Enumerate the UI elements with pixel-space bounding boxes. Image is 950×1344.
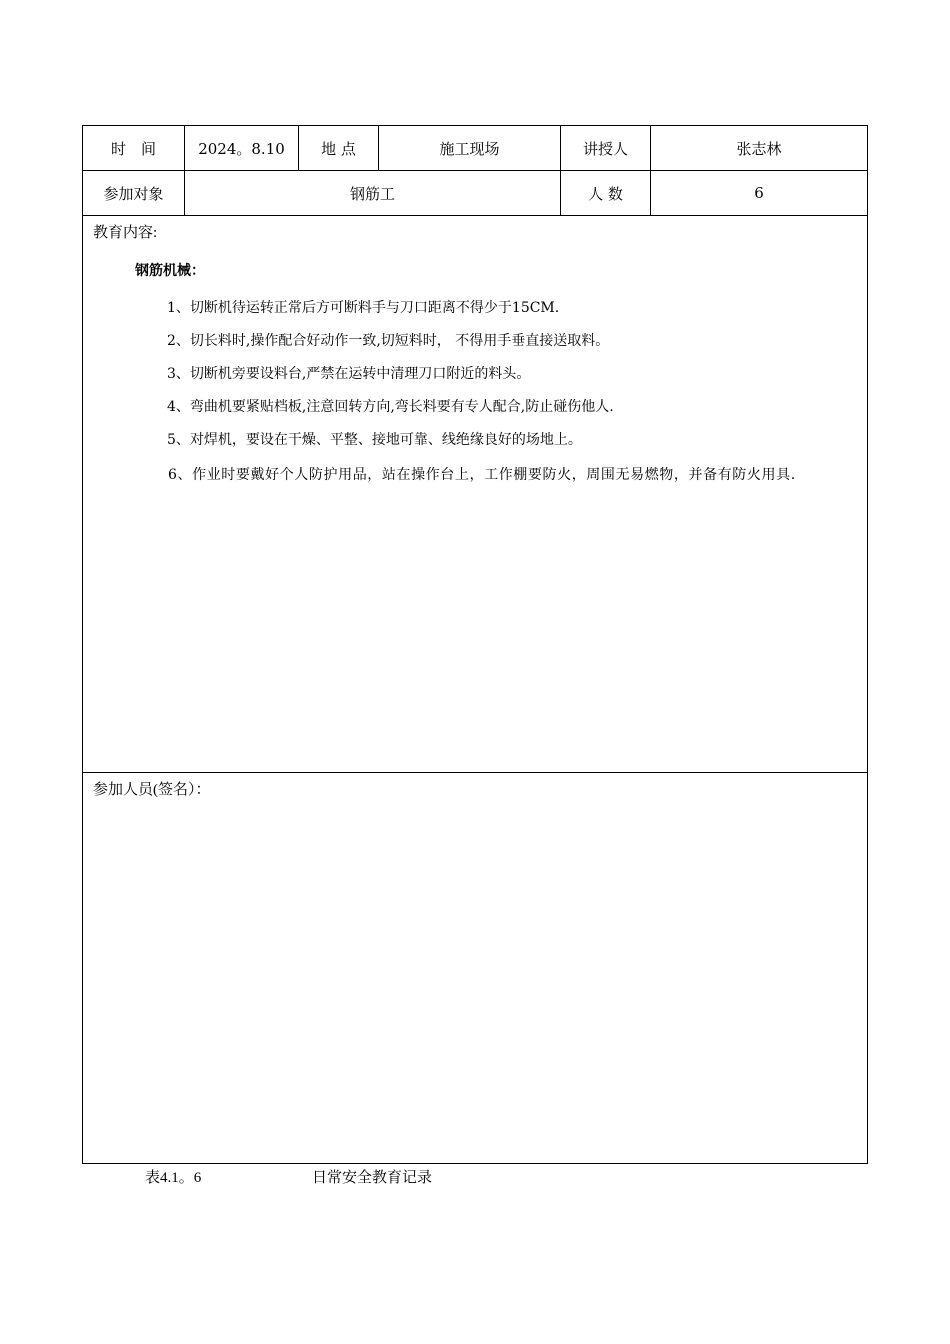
time-value: 2024。8.10 xyxy=(185,126,299,171)
list-item: 6、作业时要戴好个人防护用品，站在操作台上，工作棚要防火，周围无易燃物，并备有防火用具. xyxy=(168,467,796,483)
lecturer-value: 张志林 xyxy=(651,126,868,171)
lecturer-label: 讲授人 xyxy=(561,126,651,171)
list-item: 4、弯曲机要紧贴档板,注意回转方向,弯长料要有专人配合,防止碰伤他人. xyxy=(167,399,614,415)
content-subheading: 钢筋机械： xyxy=(135,263,205,279)
list-item: 3、切断机旁要设料台,严禁在运转中清理刀口附近的料头。 xyxy=(167,366,531,382)
list-item: 1、切断机待运转正常后方可断料手与刀口距离不得少于15CM. xyxy=(167,300,560,316)
list-item: 5、对焊机，要设在干燥、平整、接地可靠、线绝缘良好的场地上。 xyxy=(167,432,582,448)
signature-cell xyxy=(83,773,868,1164)
form-title: 日常安全教育记录 xyxy=(312,1170,433,1186)
form-code: 表4.1。6 xyxy=(145,1170,202,1186)
list-item: 2、切长料时,操作配合好动作一致,切短料时， 不得用手垂直接送取料。 xyxy=(167,333,610,349)
count-value: 6 xyxy=(651,171,868,216)
place-label: 地 点 xyxy=(299,126,379,171)
content-list xyxy=(83,292,867,493)
header-row-2 xyxy=(83,171,868,216)
count-label: 人 数 xyxy=(561,171,651,216)
safety-education-form xyxy=(82,125,868,1164)
content-cell xyxy=(83,216,868,773)
content-row xyxy=(83,216,868,773)
target-label: 参加对象 xyxy=(83,171,185,216)
content-label: 教育内容: xyxy=(93,225,158,241)
signature-row xyxy=(83,773,868,1164)
header-row-1 xyxy=(83,126,868,171)
time-label: 时 间 xyxy=(83,126,185,171)
target-value: 钢筋工 xyxy=(185,171,561,216)
place-value: 施工现场 xyxy=(379,126,561,171)
signature-label: 参加人员(签名）： xyxy=(93,782,211,798)
